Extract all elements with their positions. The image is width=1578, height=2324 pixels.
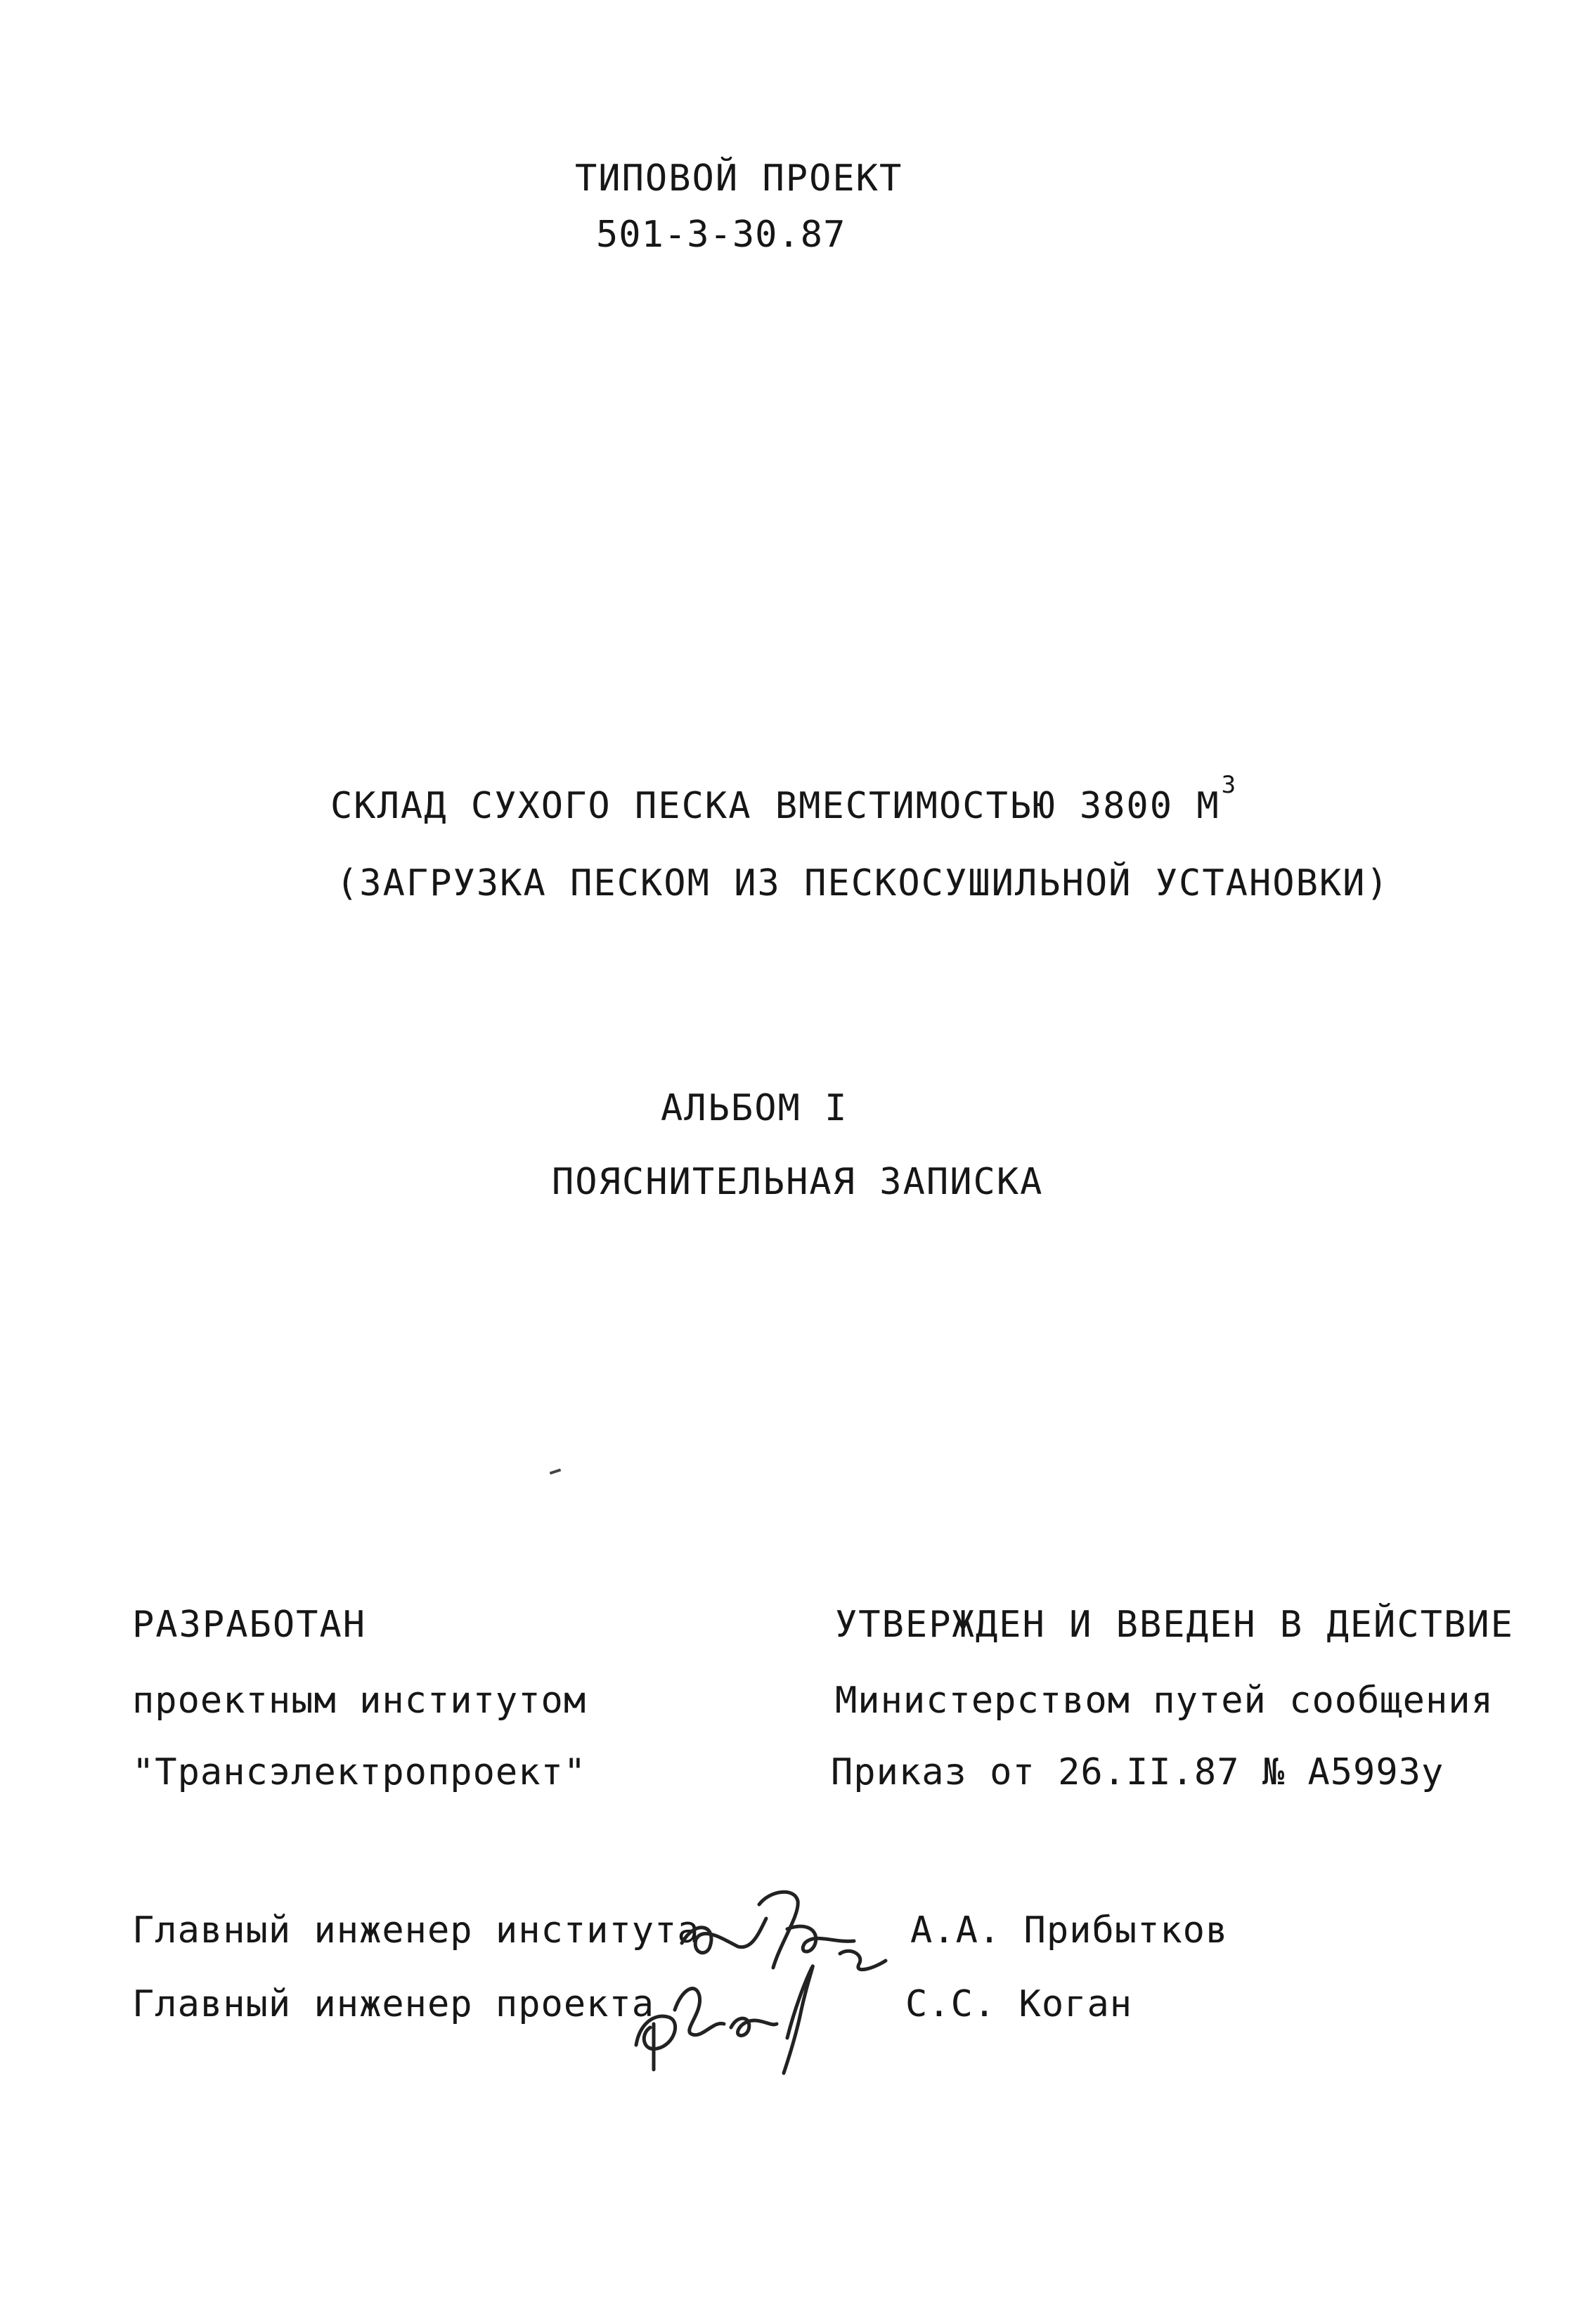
signature-role-chief-engineer-project: Главный инженер проекта [132,1983,655,2025]
signature-name-chief-engineer-institute: А.А. Прибытков [910,1909,1229,1952]
document-title-text: СКЛАД СУХОГО ПЕСКА ВМЕСТИМОСТЬЮ 3800 М [330,785,1220,827]
document-title-line1 [330,770,1238,829]
signature-scribble [626,1947,872,2080]
approved-order: Приказ от 26.II.87 № А5993у [831,1751,1444,1793]
developed-heading: РАЗРАБОТАН [132,1604,367,1646]
album-label: АЛЬБОМ I [661,1087,848,1129]
project-type-label: ТИПОВОЙ ПРОЕКТ [575,157,903,200]
document-title-line2: (ЗАГРУЗКА ПЕСКОМ ИЗ ПЕСКОСУШИЛЬНОЙ УСТАНОВКИ) [336,862,1390,904]
signature-role-chief-engineer-institute: Главный инженер института [132,1909,700,1952]
cubic-superscript: 3 [1221,770,1238,799]
signature-name-chief-engineer-project: С.С. Коган [905,1983,1133,2025]
approved-heading: УТВЕРЖДЕН И ВВЕДЕН В ДЕЙСТВИЕ [835,1604,1514,1646]
developed-institute-line: проектным институтом [132,1680,587,1722]
project-number: 501-3-30.87 [596,214,846,256]
stray-mark [550,1469,561,1475]
approved-ministry: Министерством путей сообщения [835,1680,1494,1722]
developed-institute-name: "Трансэлектропроект" [132,1751,587,1793]
album-subtitle: ПОЯСНИТЕЛЬНАЯ ЗАПИСКА [552,1161,1044,1203]
